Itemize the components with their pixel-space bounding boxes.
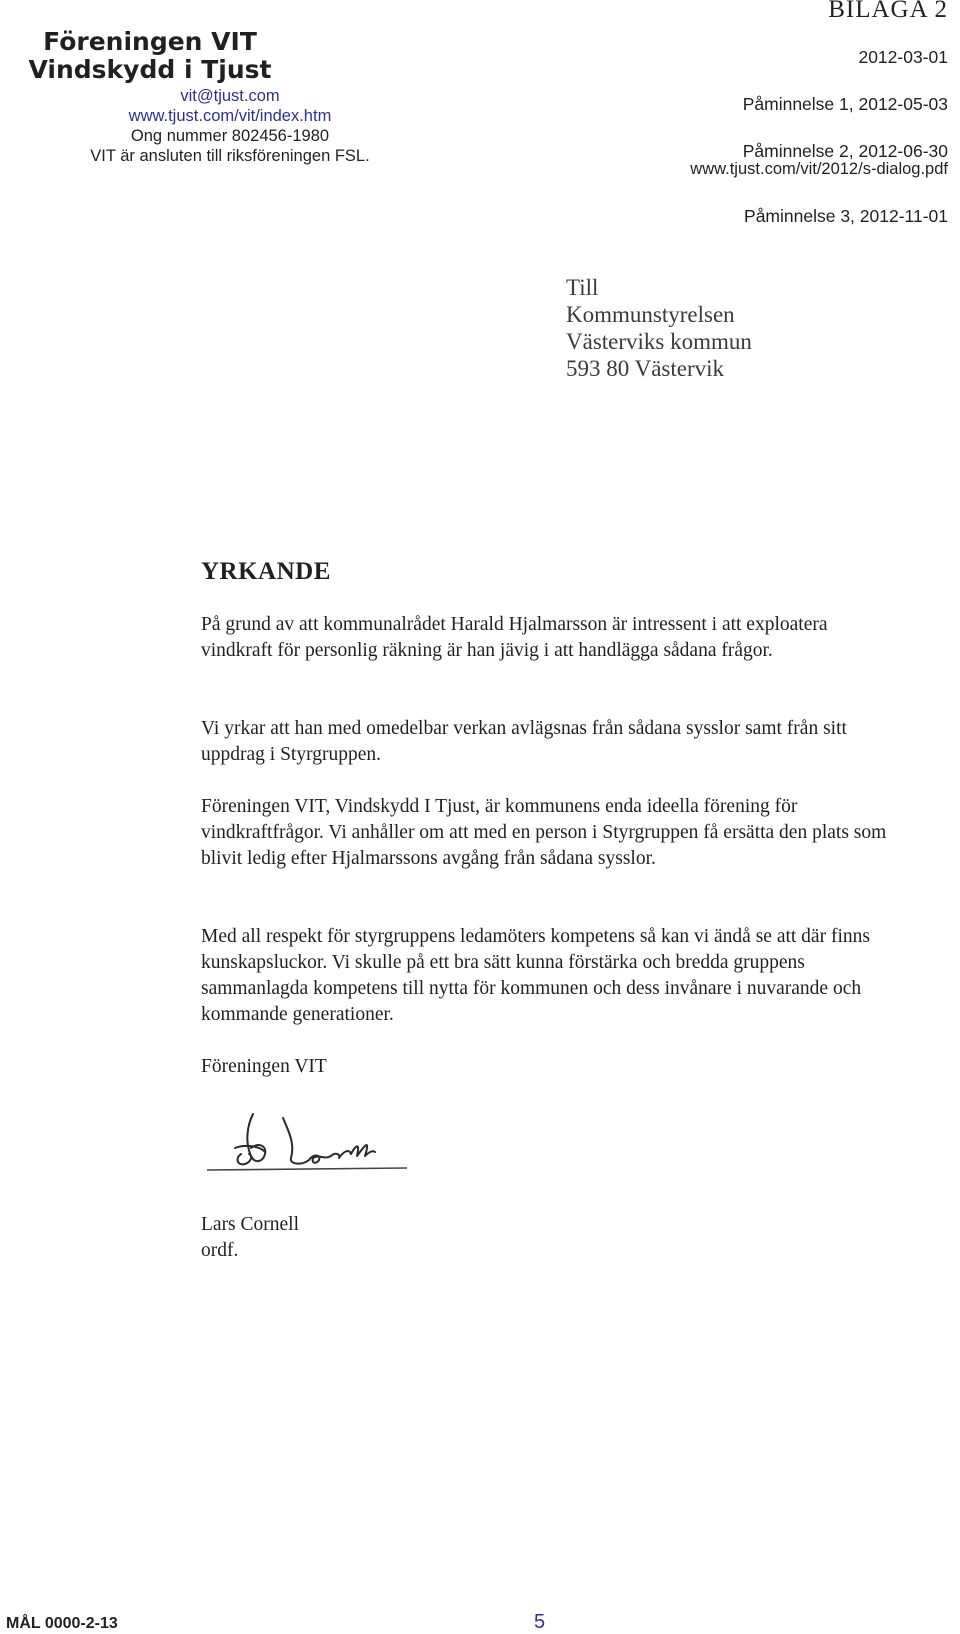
paragraph-text: Föreningen VIT, Vindskydd I Tjust, är kommunens enda ideella förening för vindkraftfrågor. Vi anhåller om att med en person i Styrgruppen få ersätta den plats som blivit ledig efter Hjalmarssons avgång från sådana sysslor.: [201, 796, 887, 869]
signer-title: ordf.: [201, 1240, 239, 1261]
signer-name: Lars Cornell: [201, 1214, 300, 1235]
reminder-2-link[interactable]: www.tjust.com/vit/2012/s-dialog.pdf: [690, 160, 948, 178]
handwritten-signature: [205, 1108, 425, 1178]
signer-block: [201, 1212, 299, 1264]
page-number: 5: [534, 1611, 546, 1633]
website-link[interactable]: www.tjust.com/vit/index.htm: [128, 107, 332, 125]
recipient-line: Kommunstyrelsen: [566, 302, 735, 327]
recipient-line: Till: [566, 275, 599, 300]
paragraph-text: Med all respekt för styrgruppens ledamöters kompetens så kan vi ändå se att där finns kunskapsluckor. Vi skulle på ett bra sätt kunna förstärka och bredda gruppens sammanlagda kompetens till nytta för kommunen och dess invånare i nuvarande och kommande generationer.: [201, 926, 870, 1025]
org-number: Ong nummer 802456-1980: [130, 127, 330, 145]
document-code: MÅL 0000-2-13: [6, 1615, 118, 1632]
reminder-2: Påminnelse 2, 2012-06-30: [742, 141, 948, 161]
closing-line: [201, 1054, 893, 1080]
organization-name: [0, 28, 300, 84]
reminder-3: Påminnelse 3, 2012-11-01: [744, 206, 948, 226]
recipient-line: Västerviks kommun: [566, 329, 752, 354]
affiliation-text: VIT är ansluten till riksföreningen FSL.: [90, 147, 370, 165]
letter-date: 2012-03-01: [858, 47, 948, 67]
organization-name-line2: Vindskydd i Tjust: [28, 55, 272, 84]
body-paragraph-3: [201, 794, 893, 872]
body-paragraph-1: [201, 612, 893, 664]
contact-block: [0, 86, 460, 166]
body-paragraph-2: [201, 716, 893, 768]
recipient-address: [566, 274, 752, 382]
paragraph-text: På grund av att kommunalrådet Harald Hjalmarsson är intressent i att exploatera vindkraft för personlig räkning är han jävig i att handlägga sådana frågor.: [201, 614, 828, 661]
reminder-1: Påminnelse 1, 2012-05-03: [742, 94, 948, 114]
closing-text: Föreningen VIT: [201, 1056, 327, 1077]
organization-name-line1: Föreningen VIT: [43, 27, 257, 56]
letter-heading: YRKANDE: [201, 558, 331, 585]
bilaga-label: BILAGA 2: [828, 0, 948, 23]
email-link[interactable]: vit@tjust.com: [180, 87, 280, 105]
paragraph-text: Vi yrkar att han med omedelbar verkan avlägsnas från sådana sysslor samt från sitt uppdrag i Styrgruppen.: [201, 718, 847, 765]
recipient-line: 593 80 Västervik: [566, 356, 725, 381]
body-paragraph-4: [201, 924, 893, 1028]
